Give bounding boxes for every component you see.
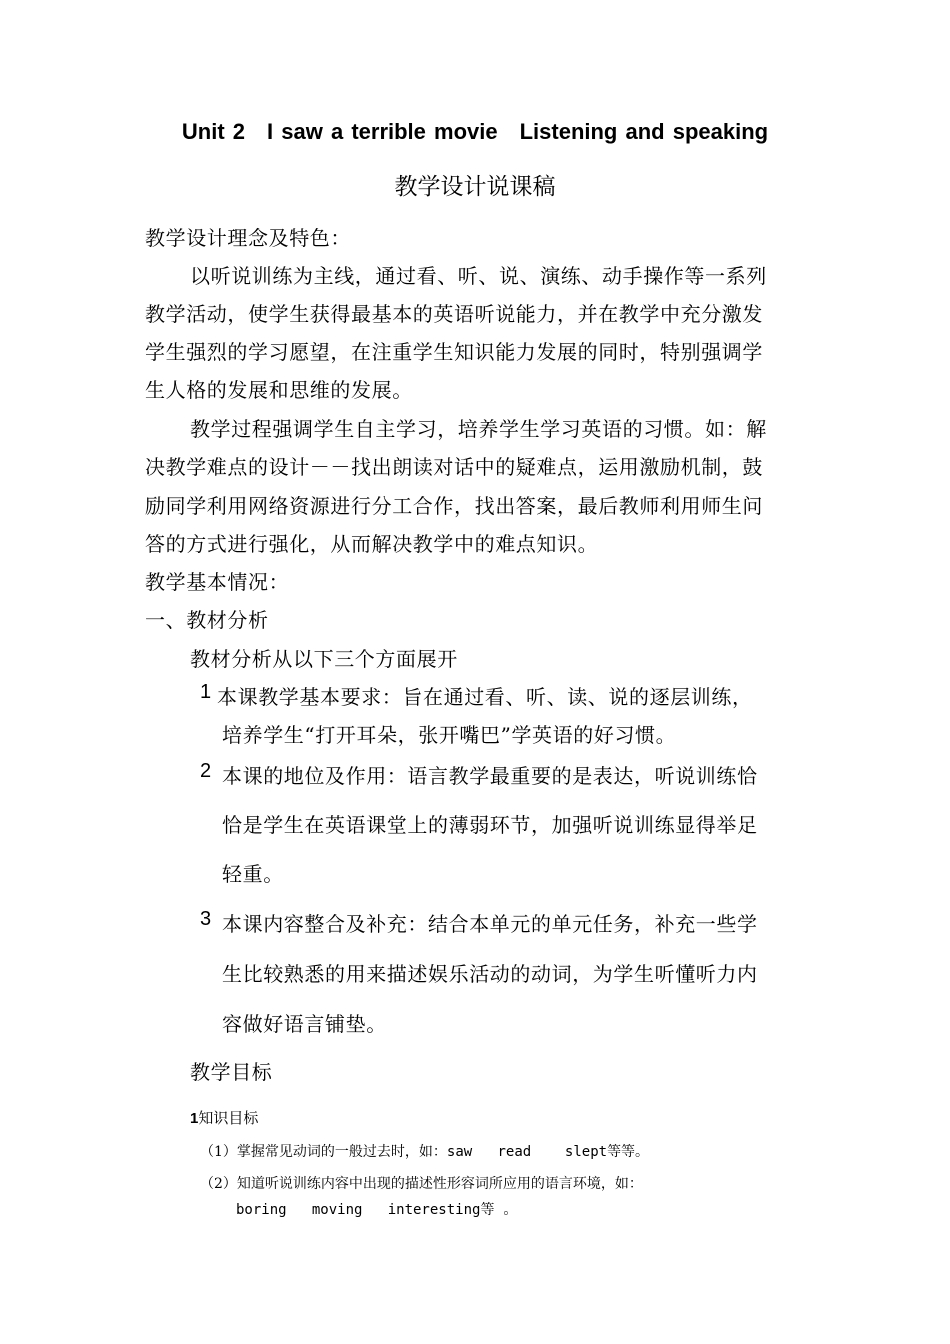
item3-number: 3 [200, 908, 212, 930]
goal2-words: boring moving interesting [236, 1202, 481, 1218]
concept-para2-line1: 教学过程强调学生自主学习，培养学生学习英语的习惯。如：解 [190, 417, 767, 441]
concept-para2-line3: 励同学利用网络资源进行分工合作，找出答案，最后教师利用师生问 [145, 494, 763, 518]
concept-para2-line2: 决教学难点的设计－－找出朗读对话中的疑难点，运用激励机制，鼓 [145, 455, 763, 479]
goal2-line1: （2）知道听说训练内容中出现的描述性形容词所应用的语言环境，如： [200, 1176, 643, 1192]
section1-heading: 一、教材分析 [145, 608, 269, 632]
item3-line3: 容做好语言铺垫。 [222, 1012, 387, 1036]
document-subtitle: 教学设计说课稿 [394, 174, 556, 200]
goal2-suffix: 等 。 [480, 1202, 518, 1218]
goal2-line2 [236, 1199, 517, 1219]
title-unit: Unit 2 [181, 119, 246, 144]
goals-heading: 教学目标 [190, 1060, 273, 1084]
item2-line1: 本课的地位及作用：语言教学最重要的是表达，听说训练恰 [222, 764, 758, 788]
item2-line2: 恰是学生在英语课堂上的薄弱环节，加强听说训练显得举足 [222, 813, 758, 837]
item3-line2: 生比较熟悉的用来描述娱乐活动的动词，为学生听懂听力内 [222, 962, 758, 986]
concept-para2-line4: 答的方式进行强化，从而解决教学中的难点知识。 [145, 532, 599, 556]
item1-line1: 本课教学基本要求：旨在通过看、听、读、说的逐层训练， [217, 685, 753, 709]
item2-line3: 轻重。 [222, 862, 284, 886]
goal1-words: saw read slept [446, 1144, 608, 1160]
concept-para1-line2: 教学活动，使学生获得最基本的英语听说能力，并在教学中充分激发 [145, 302, 763, 326]
knowledge-goal-number: 1 [190, 1110, 199, 1127]
item1-line2: 培养学生“打开耳朵，张开嘴巴”学英语的好习惯。 [222, 723, 677, 747]
title-section: Listening and speaking [519, 119, 769, 144]
item1-number: 1 [200, 681, 212, 703]
document-title [0, 119, 950, 145]
item2-number: 2 [200, 760, 212, 782]
concept-para1-line4: 生人格的发展和思维的发展。 [145, 378, 413, 402]
goal1-prefix: （1）掌握常见动词的一般过去时，如： [200, 1144, 447, 1160]
goal1-line [200, 1141, 649, 1161]
analysis-intro: 教材分析从以下三个方面展开 [190, 647, 458, 671]
concept-para1-line3: 学生强烈的学习愿望，在注重学生知识能力发展的同时，特别强调学 [145, 340, 763, 364]
concept-para1-line1: 以听说训练为主线，通过看、听、说、演练、动手操作等一系列 [190, 264, 767, 288]
item3-line1: 本课内容整合及补充：结合本单元的单元任务，补充一些学 [222, 912, 758, 936]
title-topic: I saw a terrible movie [267, 119, 498, 144]
concept-heading: 教学设计理念及特色： [145, 226, 351, 250]
knowledge-goal-heading [190, 1107, 258, 1128]
goal1-suffix: 等等。 [607, 1144, 650, 1160]
basics-heading: 教学基本情况： [145, 570, 290, 594]
knowledge-goal-label: 知识目标 [198, 1109, 259, 1127]
